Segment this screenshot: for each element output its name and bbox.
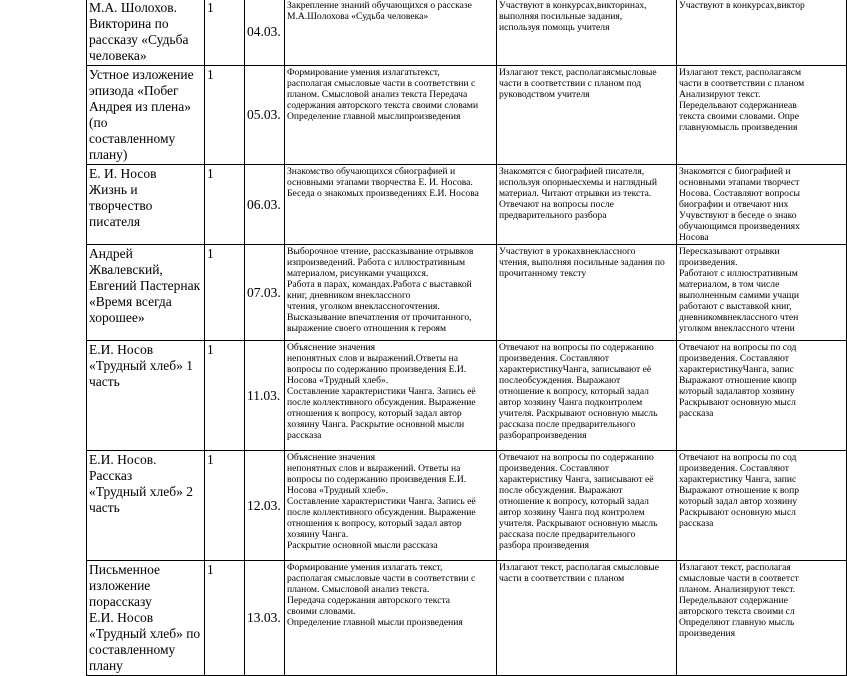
cell-text-line: произведения. — [679, 257, 738, 268]
cell-text-line: Излагают текст, располагая — [679, 562, 791, 573]
topic-cell — [87, 165, 205, 245]
hours-cell: 1 — [205, 451, 245, 561]
cell-text-line: учителя. Раскрывают основную мысль — [499, 518, 658, 529]
date-cell: 07.03. — [245, 245, 285, 341]
cell-text-line: Андрея из плена» (по — [89, 99, 192, 130]
content-cell — [285, 0, 497, 66]
cell-text-line: уголком внеклассного чтени — [679, 323, 795, 334]
table-row — [87, 66, 847, 165]
cell-text-line: Отвечают на вопросы по сод — [679, 342, 797, 353]
cell-text-line: предварительного разбора — [499, 210, 607, 221]
cell-text-line: отношение к вопросу, который задал — [499, 386, 649, 397]
cell-text-line: выполняя посильные задания, — [499, 11, 623, 22]
cell-text-line: прочитанному тексту — [499, 268, 587, 279]
topic-cell — [87, 245, 205, 341]
cell-text-line: рассказа после предварительного — [499, 419, 636, 430]
hours-cell: 1 — [205, 245, 245, 341]
cell-text-line: «Трудный хлеб» 1 — [89, 358, 193, 373]
cell-text-line: располагая смысловые части в соответствии с — [287, 573, 476, 584]
cell-text-line: М.А. Шолохов. — [89, 0, 177, 15]
hours-cell: 1 — [205, 165, 245, 245]
cell-text-line: Викторина по — [89, 16, 169, 31]
cell-text-line: послеобсуждения. Выражают — [499, 375, 621, 386]
table-row — [87, 341, 847, 451]
content-cell — [285, 561, 497, 676]
topic-cell — [87, 0, 205, 66]
cell-text-line: Раскрытие основной мысли рассказа — [287, 540, 438, 551]
cell-text-line: работают с выставкой книг, — [679, 301, 792, 312]
cell-text-line: вопросы по содержанию произведения Е.И. — [287, 364, 467, 375]
date-cell: 05.03. — [245, 66, 285, 165]
hours-cell: 1 — [205, 66, 245, 165]
cell-text-line: основными этапами творчест — [679, 177, 800, 188]
student-activity-advanced-cell — [677, 561, 847, 676]
cell-text-line: Составление характеристики Чанга. Запись её — [287, 496, 476, 507]
table-body — [87, 0, 847, 676]
cell-text-line: составленному плану — [89, 642, 176, 673]
cell-text-line: рассказа — [679, 518, 714, 529]
content-cell — [285, 451, 497, 561]
cell-text-line: своими словами. — [287, 606, 356, 617]
date-cell: 13.03. — [245, 561, 285, 676]
cell-text-line: разбора произведения — [499, 540, 590, 551]
cell-text-line: Носова — [679, 232, 709, 243]
cell-text-line: чтения, уголком внеклассногочтения. — [287, 301, 440, 312]
cell-text-line: материалом, рисунками учащихся. — [287, 268, 429, 279]
topic-cell — [87, 66, 205, 165]
cell-text-line: произведения. Составляют — [499, 463, 609, 474]
cell-text-line: Излагают текст, располагаясм — [679, 67, 802, 78]
student-activity-cell — [497, 0, 677, 66]
cell-text-line: книг, дневником внеклассного — [287, 290, 411, 301]
cell-text-line: Работают с иллюстративным — [679, 268, 798, 279]
date-cell: 04.03. — [245, 0, 285, 66]
cell-text-line: который задалавтор хозяину — [679, 386, 795, 397]
cell-text-line: «Время всегда — [89, 294, 172, 309]
cell-text-line: Отвечают на вопросы по содержанию — [499, 452, 654, 463]
cell-text-line: произведения. Составляют — [679, 353, 789, 364]
topic-cell — [87, 451, 205, 561]
cell-text-line: Выражают отношение к вопр — [679, 485, 800, 496]
lesson-plan-table — [86, 0, 847, 676]
cell-text-line: Жизнь и творчество — [89, 182, 153, 213]
cell-text-line: авторского текста своими сл — [679, 606, 795, 617]
cell-text-line: части в соответствии с планом — [499, 573, 625, 584]
cell-text-line: материал. Читают отрывки из текста. — [499, 188, 652, 199]
cell-text-line: после коллективного обсуждения. Выражение — [287, 507, 476, 518]
cell-text-line: дневникомвнеклассного чтен — [679, 312, 799, 323]
cell-text-line: руководством учителя — [499, 89, 590, 100]
cell-text-line: Учувствуют в беседе о знако — [679, 210, 797, 221]
cell-text-line: Знакомятся с биографией и — [679, 166, 791, 177]
date-cell: 12.03. — [245, 451, 285, 561]
cell-text-line: материалом, в том числе — [679, 279, 780, 290]
cell-text-line: Устное изложение — [89, 67, 194, 82]
hours-cell: 1 — [205, 561, 245, 676]
cell-text-line: биографии и отвечают них — [679, 199, 789, 210]
cell-text-line: характеристикуЧанга, записывают её — [499, 364, 652, 375]
cell-text-line: Излагают текст, располагая смысловые — [499, 562, 660, 573]
cell-text-line: Отвечают на вопросы после — [499, 199, 614, 210]
cell-text-line: Участвуют в конкурсах,викторинах, — [499, 0, 647, 11]
date-cell: 11.03. — [245, 341, 285, 451]
cell-text-line: учителя. Раскрывают основную мысль — [499, 408, 658, 419]
cell-text-line: Е.И. Носов — [89, 342, 154, 357]
student-activity-advanced-cell — [677, 341, 847, 451]
cell-text-line: планом. Смысловой анализ текста Передача — [287, 89, 468, 100]
student-activity-advanced-cell — [677, 245, 847, 341]
cell-text-line: главнуюмысль произведения — [679, 122, 798, 133]
cell-text-line: «Трудный хлеб» 2 — [89, 484, 193, 499]
cell-text-line: Передельвают содержаниеав — [679, 100, 797, 111]
cell-text-line: Беседа о знакомых произведениях Е.И. Носова — [287, 188, 479, 199]
student-activity-cell — [497, 341, 677, 451]
cell-text-line: автор хозяину Чанга подконтролем — [499, 397, 643, 408]
cell-text-line: располагая смысловые части в соответствии с — [287, 78, 476, 89]
cell-text-line: непонятных слов и выражений. Ответы на — [287, 463, 461, 474]
cell-text-line: рассказа — [287, 430, 322, 441]
cell-text-line: часть — [89, 500, 120, 515]
cell-text-line: Носова «Трудный хлеб». — [287, 485, 389, 496]
cell-text-line: Закрепление знаний обучающихся о рассказе — [287, 0, 472, 11]
cell-text-line: характеристикуЧанга, запис — [679, 364, 794, 375]
cell-text-line: произведения — [679, 628, 736, 639]
cell-text-line: Излагают текст, располагаясмысловые — [499, 67, 657, 78]
student-activity-advanced-cell — [677, 451, 847, 561]
cell-text-line: рассказа — [679, 408, 714, 419]
cell-text-line: Определяют главную мысль — [679, 617, 795, 628]
cell-text-line: рассказу «Судьба — [89, 32, 189, 47]
cell-text-line: Выражают отношение квопр — [679, 375, 797, 386]
student-activity-cell — [497, 66, 677, 165]
cell-text-line: характеристику Чанга, запис — [679, 474, 797, 485]
cell-text-line: автор хозяину Чанга под контролем — [499, 507, 645, 518]
cell-text-line: Отвечают на вопросы по сод — [679, 452, 797, 463]
table-row — [87, 165, 847, 245]
cell-text-line: Объяснение значения — [287, 452, 376, 463]
cell-text-line: Раскрывают основную мысл — [679, 397, 796, 408]
cell-text-line: части в соответствии с планом под — [499, 78, 642, 89]
cell-text-line: Анализируют текст. — [679, 89, 761, 100]
cell-text-line: выполненным самими учащи — [679, 290, 799, 301]
cell-text-line: Отвечают на вопросы по содержанию — [499, 342, 654, 353]
student-activity-advanced-cell — [677, 66, 847, 165]
cell-text-line: часть — [89, 374, 120, 389]
student-activity-cell — [497, 451, 677, 561]
cell-text-line: характеристику Чанга, записывают её — [499, 474, 654, 485]
cell-text-line: Объяснение значения — [287, 342, 376, 353]
cell-text-line: Знакомство обучающихся сбиографией и — [287, 166, 456, 177]
cell-text-line: хозяину Чанга. — [287, 529, 349, 540]
cell-text-line: Носова «Трудный хлеб». — [287, 375, 389, 386]
cell-text-line: текста своими словами. Опре — [679, 111, 799, 122]
cell-text-line: отношения к вопросу, который задал автор — [287, 408, 462, 419]
cell-text-line: «Трудный хлеб» по — [89, 626, 201, 641]
student-activity-advanced-cell — [677, 0, 847, 66]
cell-text-line: Андрей Жвалевский, — [89, 246, 163, 277]
cell-text-line: хозяину Чанга. Раскрытие основной мысли — [287, 419, 465, 430]
cell-text-line: составленному плану) — [89, 131, 176, 162]
cell-text-line: обучающимся произведениях — [679, 221, 800, 232]
cell-text-line: эпизода «Побег — [89, 83, 179, 98]
cell-text-line: чтения, выполняя посильные задания по — [499, 257, 665, 268]
cell-text-line: который задал автор хозяину — [679, 496, 798, 507]
table-row — [87, 245, 847, 341]
cell-text-line: части в соответствии с планом — [679, 78, 805, 89]
cell-text-line: используя опорныесхемы и наглядный — [499, 177, 657, 188]
content-cell — [285, 165, 497, 245]
cell-text-line: Передельвают содержание — [679, 595, 788, 606]
cell-text-line: Носова. Составляют вопросы — [679, 188, 800, 199]
cell-text-line: Определение главной мыслипроизведения — [287, 111, 461, 122]
cell-text-line: Раскрывают основную мысл — [679, 507, 796, 518]
cell-text-line: Участвуют в урокахвнеклассного — [499, 246, 636, 257]
cell-text-line: Работа в парах, командах.Работа с выставкой — [287, 279, 472, 290]
table-row — [87, 451, 847, 561]
cell-text-line: Передача содержания авторского текста — [287, 595, 451, 606]
cell-text-line: Е.И. Носов. Рассказ — [89, 452, 157, 483]
cell-text-line: основными этапами творчества Е. И. Носова. — [287, 177, 473, 188]
cell-text-line: содержания авторского текста своими словами — [287, 100, 479, 111]
cell-text-line: писателя — [89, 214, 141, 229]
student-activity-advanced-cell — [677, 165, 847, 245]
date-cell: 06.03. — [245, 165, 285, 245]
content-cell — [285, 245, 497, 341]
cell-text-line: Высказывание впечатления от прочитанного, — [287, 312, 472, 323]
cell-text-line: Формирование умения излагать текст, — [287, 562, 443, 573]
student-activity-cell — [497, 561, 677, 676]
hours-cell: 1 — [205, 0, 245, 66]
cell-text-line: используя помощь учителя — [499, 22, 610, 33]
cell-text-line: Письменное — [89, 562, 161, 577]
cell-text-line: Е.И. Носов — [89, 610, 154, 625]
topic-cell — [87, 341, 205, 451]
cell-text-line: после коллективного обсуждения. Выражение — [287, 397, 476, 408]
cell-text-line: планом. Смысловой анализ текста. — [287, 584, 430, 595]
cell-text-line: изпроизведений. Работа с иллюстративным — [287, 257, 466, 268]
topic-cell — [87, 561, 205, 676]
cell-text-line: вопросы по содержанию произведения Е.И. — [287, 474, 467, 485]
cell-text-line: изложение порассказу — [89, 578, 152, 609]
cell-text-line: после обсуждения. Выражают — [499, 485, 623, 496]
cell-text-line: произведения. Составляют — [679, 463, 789, 474]
table-row — [87, 561, 847, 676]
cell-text-line: Составление характеристики Чанга. Запись её — [287, 386, 476, 397]
content-cell — [285, 66, 497, 165]
cell-text-line: Евгений Пастернак — [89, 278, 201, 293]
cell-text-line: Е. И. Носов — [89, 166, 157, 181]
cell-text-line: Формирование умения излагатьтекст, — [287, 67, 440, 78]
cell-text-line: отношение к вопросу, который задал — [499, 496, 649, 507]
hours-cell: 1 — [205, 341, 245, 451]
cell-text-line: человека» — [89, 48, 147, 63]
student-activity-cell — [497, 165, 677, 245]
student-activity-cell — [497, 245, 677, 341]
table-row — [87, 0, 847, 66]
cell-text-line: Участвуют в конкурсах,виктор — [679, 0, 805, 11]
cell-text-line: рассказа после предварительного — [499, 529, 636, 540]
cell-text-line: смысловые части в соответст — [679, 573, 799, 584]
cell-text-line: Выборочное чтение, рассказывание отрывков — [287, 246, 474, 257]
cell-text-line: Пересказывают отрывки — [679, 246, 780, 257]
cell-text-line: М.А.Шолохова «Судьба человека» — [287, 11, 429, 22]
cell-text-line: Определение главной мысли произведения — [287, 617, 463, 628]
cell-text-line: разборапроизведения — [499, 430, 587, 441]
content-cell — [285, 341, 497, 451]
cell-text-line: планом. Анализируют текст. — [679, 584, 796, 595]
cell-text-line: непонятных слов и выражений.Ответы на — [287, 353, 459, 364]
cell-text-line: произведения. Составляют — [499, 353, 609, 364]
cell-text-line: Знакомятся с биографией писателя, — [499, 166, 645, 177]
cell-text-line: отношения к вопросу, который задал автор — [287, 518, 462, 529]
cell-text-line: хорошее» — [89, 310, 145, 325]
cell-text-line: выражение своего отношения к героям — [287, 323, 447, 334]
